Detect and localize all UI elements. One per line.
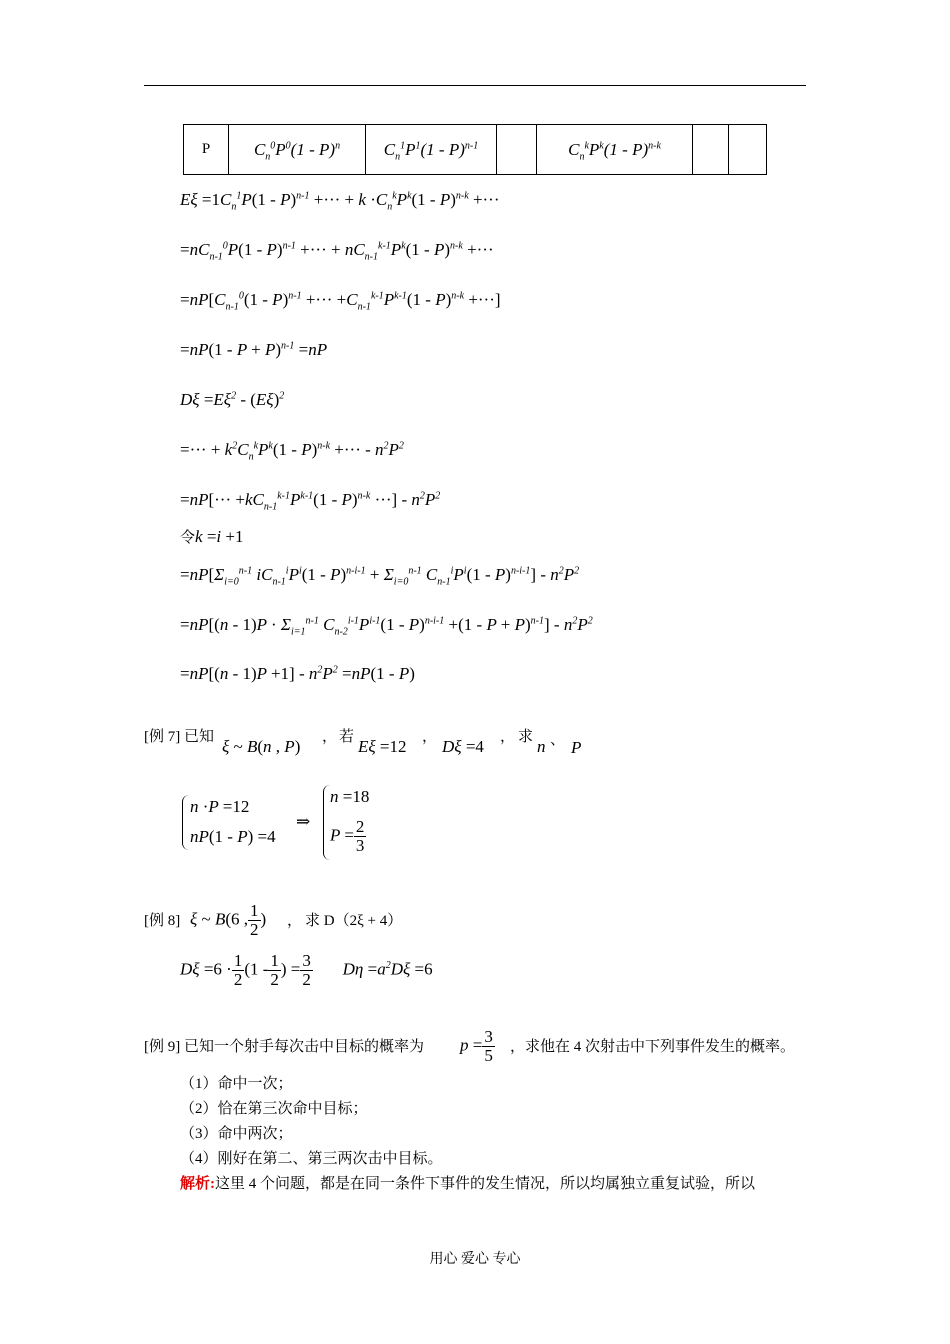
implies-symbol: ⇒ <box>296 812 311 831</box>
formula-line: $=nC_{n-1}^0P(1 - P)^{n-1}$ +··· + $nC_{n-1}^{k-1}P^k(1 - P)^{n-k}$ +··· <box>180 240 494 263</box>
formula-line: P <box>571 738 582 757</box>
example-7-if: 若 <box>339 729 355 745</box>
list-item: （2）恰在第三次命中目标； <box>180 1101 368 1117</box>
formula-line: Dξ =4 <box>442 737 484 756</box>
formula-line: n =18 <box>330 787 370 806</box>
solution-label: 解析: <box>180 1176 215 1192</box>
page-footer: 用心 爱心 专心 <box>429 1252 521 1267</box>
formula-line: $=nP[\cdot\cdot\cdot +kC_{n-1}^{k-1}P^{k-1}(1 - P)^{n-k}$ ···] - $n^2P^2$ <box>180 490 441 513</box>
table-cell <box>729 125 767 175</box>
formula-line: n ·P =12 <box>190 797 250 816</box>
brace <box>182 795 189 850</box>
table-cell: $C_n^1P^1(1 - P)^{n-1}$ <box>366 125 497 175</box>
header-rule <box>144 85 806 86</box>
formula-line: $D\xi =E\xi^2 - (E\xi)^2$ <box>180 390 285 409</box>
formula-line: P = $\frac{2}{3}$ <box>330 817 365 855</box>
formula-line: =··· + $k^2C_n^kP^k(1 - P)^{n-k}$ +··· - $n^2P^2$ <box>180 440 404 463</box>
table-row-label: P <box>184 125 229 175</box>
table-cell <box>497 125 537 175</box>
formula-line: 令k =i +1 <box>180 527 244 546</box>
example-9-label: [例 9] 已知一个射手每次击中目标的概率为 <box>144 1039 424 1055</box>
list-item: （1）命中一次； <box>180 1076 293 1092</box>
distribution-table <box>183 124 767 175</box>
formula-line: nP(1 - P) =4 <box>190 827 276 846</box>
example-8-ask: 求 D（2ξ + 4） <box>305 913 403 929</box>
solution-line <box>180 1174 755 1194</box>
formula-line: $=nP[(n - 1)P \cdot \Sigma_{i=1}^{n-1}$ $C_{n-2}^{i-1}P^{i-1}(1 - P)^{n-i-1} +(1 - P + P)^{n-1}] - n^2P^2$ <box>180 615 593 638</box>
formula-line: $=nP[\Sigma_{i=0}^{n-1}$ $iC_{n-1}^iP^i(1 - P)^{n-i-1} + \Sigma_{i=0}^{n-1}$ $C_{n-1}^iP^i(1 - P)^{n-i-1}] - n^2P^2$ <box>180 565 580 588</box>
example-9-rest: ，求他在 4 次射击中下列事件发生的概率。 <box>510 1039 796 1055</box>
example-7-label: [例 7] 已知 <box>144 729 214 745</box>
formula-line: Eξ =12 <box>358 737 407 756</box>
example-7-find: 求 <box>518 729 534 745</box>
formula-line: $=nP(1 - P + P)^{n-1} =nP$ <box>180 340 328 359</box>
list-item: （3）命中两次； <box>180 1126 293 1142</box>
formula-line: ξ ~ B(n , P) <box>222 737 301 756</box>
example-8-label: [例 8] <box>144 913 181 929</box>
table-cell: $C_n^0P^0(1 - P)^n$ <box>229 125 366 175</box>
formula-line: $=nP[C_{n-1}^0(1 - P)^{n-1}$ +··· $+C_{n-1}^{k-1}P^{k-1}(1 - P)^{n-k}$ +···] <box>180 290 501 313</box>
table-cell <box>693 125 729 175</box>
table-cell: $C_n^kP^k(1 - P)^{n-k}$ <box>537 125 693 175</box>
formula-line: Dξ =6 · $\frac{1}{2}$ (1 - $\frac{1}{2}$ ) = $\frac{3}{2}$ $D\eta =a^2D\xi =6$ <box>180 951 433 989</box>
formula-line: ξ ~ B(6 , $\frac{1}{2}$ ) <box>190 901 267 939</box>
solution-text: 这里 4 个问题，都是在同一条件下事件的发生情况，所以均属独立重复试验，所以 <box>215 1176 756 1192</box>
formula-line: $=nP[(n - 1)P +1] - n^2P^2 =nP(1 - P)$ <box>180 664 415 683</box>
brace <box>323 785 330 860</box>
formula-line: n <box>537 737 546 756</box>
formula-line: $E\xi =1C_n^1P(1 - P)^{n-1}$ +··· + $k \cdot C_n^kP^k(1 - P)^{n-k}$ +··· <box>180 190 500 213</box>
example-7-sep: 、 <box>550 732 566 748</box>
formula-line: p = $\frac{3}{5}$ <box>460 1027 493 1065</box>
list-item: （4）刚好在第二、第三两次击中目标。 <box>180 1151 443 1167</box>
